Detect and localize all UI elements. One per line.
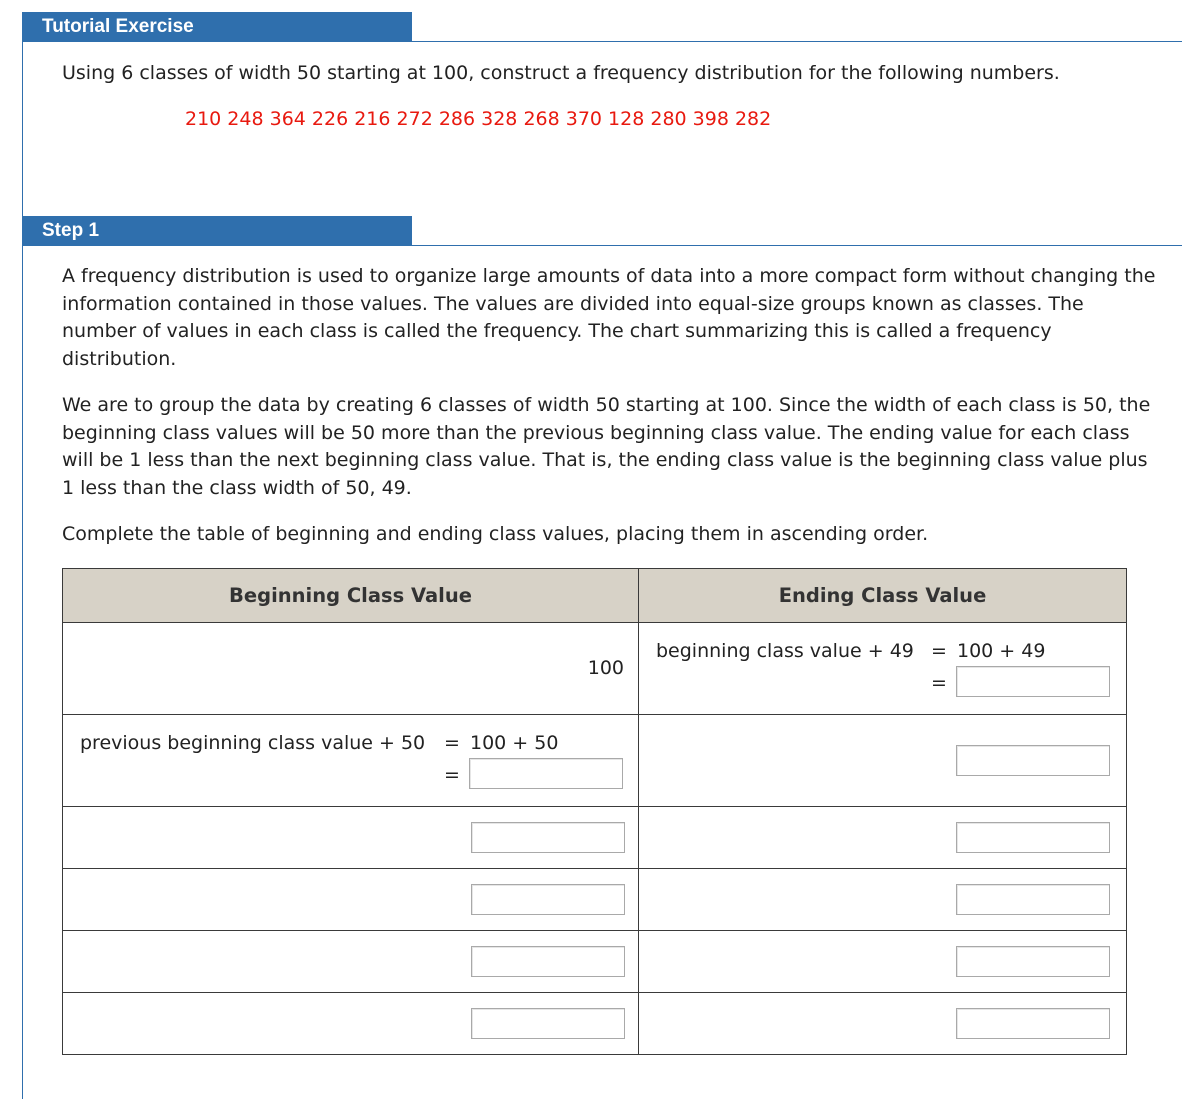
row5-begin-cell bbox=[63, 931, 639, 993]
row1-ending-value-input[interactable] bbox=[956, 666, 1110, 697]
table-row bbox=[63, 993, 1127, 1055]
row4-begin-cell bbox=[63, 869, 639, 931]
row1-end-equals-2: = bbox=[931, 672, 947, 694]
row2-begin-formula: previous beginning class value + 50 bbox=[80, 732, 426, 754]
row6-begin-cell bbox=[63, 993, 639, 1055]
tutorial-prompt: Using 6 classes of width 50 starting at 100, construct a frequency distribution for the following numbers. bbox=[62, 62, 1060, 84]
row4-ending-value-input[interactable] bbox=[956, 884, 1110, 915]
row3-begin-cell bbox=[63, 807, 639, 869]
row1-begin-value: 100 bbox=[587, 657, 624, 679]
table-row bbox=[63, 623, 1127, 715]
row1-end-expr: 100 + 49 bbox=[957, 640, 1046, 662]
step-instruction: Complete the table of beginning and ending class values, placing them in ascending order. bbox=[62, 523, 929, 545]
step-paragraph-2: We are to group the data by creating 6 classes of width 50 starting at 100. Since the width of each class is 50, the beginning class values will be 50 more than the previous beginning class value. The ending value for each class will be 1 less than the next beginning class value. That is, the ending class value is the beginning class value plus 1 less than the class width of 50, 49. bbox=[62, 394, 1151, 499]
table-row bbox=[63, 869, 1127, 931]
row3-end-cell bbox=[639, 807, 1127, 869]
row2-begin-cell bbox=[63, 715, 639, 807]
step-header-bar bbox=[22, 216, 1182, 246]
row3-ending-value-input[interactable] bbox=[956, 822, 1110, 853]
row1-end-cell bbox=[639, 623, 1127, 715]
row4-beginning-value-input[interactable] bbox=[471, 884, 625, 915]
row2-begin-equals-2: = bbox=[444, 764, 460, 786]
table-row bbox=[63, 715, 1127, 807]
step-paragraph-1: A frequency distribution is used to organize large amounts of data into a more compact form without changing the information contained in those values. The values are divided into equal-size groups known as classes. The number of values in each class is called the frequency. The chart summarizing this is called a frequency distribution. bbox=[62, 265, 1156, 370]
class-values-table bbox=[62, 568, 1127, 1055]
table-header-row bbox=[63, 569, 1127, 623]
row2-ending-value-input[interactable] bbox=[956, 745, 1110, 776]
row2-begin-equals: = bbox=[444, 732, 460, 754]
tutorial-header-bar bbox=[22, 12, 1182, 42]
row6-beginning-value-input[interactable] bbox=[471, 1008, 625, 1039]
header-ending-class-value: Ending Class Value bbox=[639, 569, 1127, 623]
left-rule bbox=[22, 40, 23, 1099]
data-numbers: 210 248 364 226 216 272 286 328 268 370 128 280 398 282 bbox=[185, 108, 772, 130]
row3-beginning-value-input[interactable] bbox=[471, 822, 625, 853]
row1-begin-cell bbox=[63, 623, 639, 715]
row4-end-cell bbox=[639, 869, 1127, 931]
row6-end-cell bbox=[639, 993, 1127, 1055]
step-title: Step 1 bbox=[22, 216, 412, 245]
row2-begin-expr: 100 + 50 bbox=[470, 732, 559, 754]
row1-end-equals: = bbox=[931, 640, 947, 662]
row5-ending-value-input[interactable] bbox=[956, 946, 1110, 977]
row1-end-formula: beginning class value + 49 bbox=[656, 640, 914, 662]
table-row bbox=[63, 931, 1127, 993]
row2-beginning-value-input[interactable] bbox=[469, 758, 623, 789]
table-row bbox=[63, 807, 1127, 869]
row5-beginning-value-input[interactable] bbox=[471, 946, 625, 977]
row2-end-cell bbox=[639, 715, 1127, 807]
row6-ending-value-input[interactable] bbox=[956, 1008, 1110, 1039]
tutorial-title: Tutorial Exercise bbox=[22, 12, 412, 41]
row5-end-cell bbox=[639, 931, 1127, 993]
header-beginning-class-value: Beginning Class Value bbox=[63, 569, 639, 623]
